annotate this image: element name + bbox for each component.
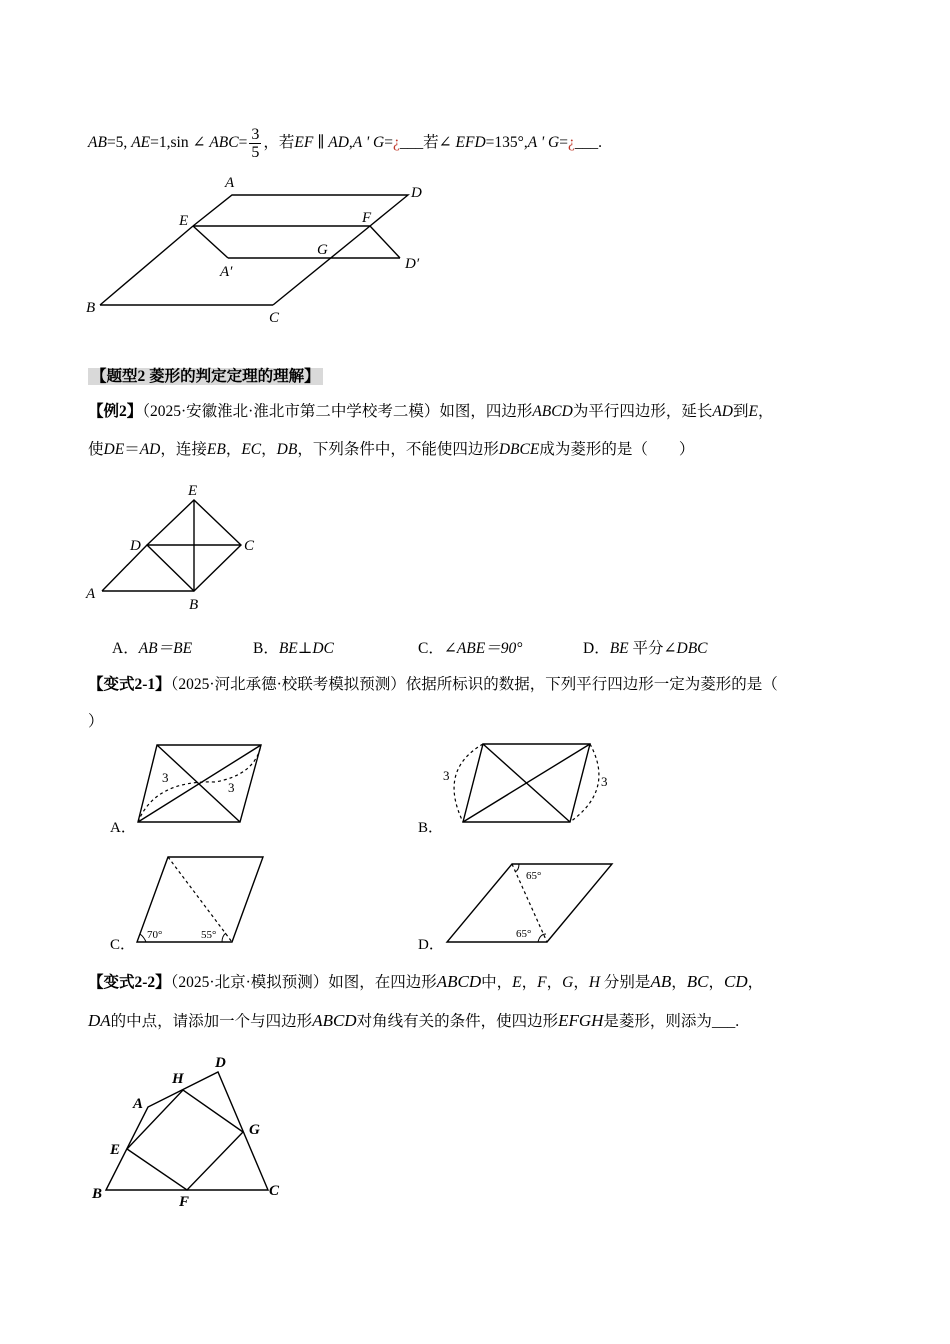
section-heading-line <box>88 366 323 388</box>
example2-c2: ， <box>261 441 277 458</box>
variant22-g: G <box>562 974 574 991</box>
example2-text-c: 使 <box>88 441 104 458</box>
variant22-f: F <box>537 974 547 991</box>
variant22-sep-e: ， <box>521 974 538 991</box>
variant21-figure-b[interactable] <box>438 740 618 828</box>
example2-option-d[interactable] <box>583 638 708 660</box>
seg-eq5: =5, <box>106 134 128 152</box>
seg-angle: ∠ <box>192 134 206 152</box>
variant21-line2 <box>88 711 104 733</box>
variant22-sep-g: ， <box>573 974 589 991</box>
fig1-label-a-prime: A′ <box>220 264 233 280</box>
problem1-line <box>88 126 602 160</box>
variant21-close: ） <box>88 713 104 730</box>
option-b-letter: B． <box>253 640 279 657</box>
seg-sin: sin <box>170 134 189 152</box>
fig1-label-d: D <box>411 185 422 201</box>
seg-ag2: A ' G <box>527 134 560 152</box>
example2-comma: ， <box>757 403 774 420</box>
fig-a-label-3-left: 3 <box>162 770 169 785</box>
seg-ef: EF <box>294 134 314 152</box>
example2-text-e: ，下列条件中，不能使四边形 <box>297 441 499 458</box>
variant22-sep-f: ， <box>546 974 563 991</box>
variant22-h: H <box>588 974 601 991</box>
seg-ag1: A ' G <box>352 134 385 152</box>
variant22-efgh: EFGH <box>558 1011 604 1030</box>
example2-ad: AD <box>712 403 733 420</box>
example2-db: DB <box>276 441 298 458</box>
example2-tag: 【例2】 <box>88 403 143 420</box>
fig3-label-e: E <box>110 1142 121 1158</box>
variant22-period: . <box>735 1013 740 1030</box>
variant22-sep-cd: ， <box>747 974 764 991</box>
seg-comma-if: ，若 <box>263 134 295 152</box>
seg-eq1: =1, <box>150 134 171 152</box>
example2-abcd: ABCD <box>532 403 573 420</box>
variant22-abcd2: ABCD <box>312 1011 357 1030</box>
figure-rhombus-dbce <box>80 478 270 613</box>
seg-efd: EFD <box>455 134 486 152</box>
fig1-label-b: B <box>86 300 96 316</box>
seg-if2: 若 <box>423 134 439 152</box>
fig-a-label-3-right: 3 <box>228 780 235 795</box>
variant21-option-b-label[interactable]: B． <box>418 820 444 836</box>
option-d-letter: D． <box>583 640 610 657</box>
example2-line2 <box>88 439 694 461</box>
seg-q1: ¿ <box>393 134 400 152</box>
variant22-abcd: ABCD <box>436 972 482 991</box>
example2-ec: EC <box>241 441 262 458</box>
fig2-label-a: A <box>86 586 96 602</box>
example2-line1 <box>88 401 774 423</box>
variant22-line1 <box>88 971 763 994</box>
fig1-label-f: F <box>362 210 372 226</box>
variant22-blank[interactable]: ___ <box>711 1013 736 1030</box>
blank-2[interactable]: ___ <box>574 134 599 152</box>
seg-angle2: ∠ <box>438 134 452 152</box>
variant22-e: E <box>512 974 522 991</box>
variant21-figure-d[interactable] <box>440 858 620 948</box>
variant22-tag: 【变式2-2】 <box>88 974 171 991</box>
fig1-label-a: A <box>225 175 235 191</box>
fig-b-label-3-right: 3 <box>601 774 608 789</box>
variant22-sep-bc: ， <box>708 974 724 991</box>
fig2-label-e: E <box>188 483 198 499</box>
example2-text-b: 为平行四边形，延长 <box>572 403 713 420</box>
fig3-label-a: A <box>133 1096 144 1112</box>
fig-b-label-3-left: 3 <box>443 768 450 783</box>
option-a-letter: A． <box>112 640 139 657</box>
seg-ad: AD <box>328 134 349 152</box>
seg-comma1: , <box>348 134 353 152</box>
variant21-option-a-label[interactable]: A． <box>110 820 136 836</box>
variant22-line2 <box>88 1010 739 1033</box>
fig3-label-c: C <box>269 1183 280 1199</box>
variant21-tag: 【变式2-1】 <box>88 676 171 693</box>
variant22-bc: BC <box>686 972 709 991</box>
fig-c-label-55: 55° <box>201 929 217 941</box>
fig1-label-e: E <box>179 213 189 229</box>
frac-num: 3 <box>251 126 260 143</box>
variant21-line1 <box>88 674 778 696</box>
example2-option-a[interactable] <box>112 638 192 660</box>
fig2-label-b: B <box>189 597 199 613</box>
seg-parallel: ∥ <box>317 134 325 152</box>
fig3-label-b: B <box>92 1186 103 1202</box>
variant22-cd: CD <box>723 972 748 991</box>
option-c-text: ∠ABE＝90° <box>443 640 523 657</box>
variant21-figure-a[interactable] <box>130 740 270 828</box>
seg-period: . <box>598 134 602 152</box>
variant22-text1: （2025·北京·模拟预测）如图，在四边形 <box>170 974 437 991</box>
example2-eb: EB <box>206 441 226 458</box>
seg-abc: ABC <box>209 134 239 152</box>
example2-c1: ， <box>225 441 242 458</box>
variant22-text3: 分别是 <box>603 974 651 991</box>
fig3-label-d: D <box>215 1055 226 1071</box>
variant22-text5: 对角线有关的条件，使四边形 <box>356 1013 559 1030</box>
option-d-text: 平分∠ <box>632 640 677 657</box>
variant22-da: DA <box>88 1011 111 1030</box>
seg-eqsign: = <box>238 134 248 152</box>
fig3-label-f: F <box>179 1194 190 1210</box>
variant21-text: （2025·河北承德·校联考模拟预测）依据所标识的数据，下列平行四边形一定为菱形的是（ <box>170 676 778 693</box>
example2-to: 到 <box>733 403 749 420</box>
blank-1[interactable]: ___ <box>399 134 424 152</box>
example2-text-f: 成为菱形的是（ ） <box>539 441 695 458</box>
variant21-figure-c[interactable] <box>130 852 270 947</box>
example2-e: E <box>748 403 758 420</box>
section-heading: 【题型2 菱形的判定定理的理解】 <box>88 368 323 385</box>
example2-de: DE <box>103 441 125 458</box>
example2-option-b[interactable] <box>253 638 334 660</box>
fig3-label-g: G <box>249 1122 260 1138</box>
example2-text-a: （2025·安徽淮北·淮北市第二中学校考二模）如图，四边形 <box>142 403 533 420</box>
fig1-label-d-prime: D′ <box>405 256 420 272</box>
variant22-sep-ab: ， <box>671 974 687 991</box>
seg-q2: ¿ <box>567 134 575 152</box>
fraction-3-5 <box>249 126 261 161</box>
fig2-label-d: D <box>130 538 141 554</box>
fig1-label-c: C <box>269 310 280 326</box>
variant22-ab: AB <box>650 972 672 991</box>
fig3-label-h: H <box>172 1071 184 1087</box>
fig2-label-c: C <box>244 538 255 554</box>
example2-eqsign: ＝ <box>124 441 140 458</box>
variant21-option-d-label[interactable]: D． <box>418 937 444 953</box>
example2-dbce: DBCE <box>498 441 540 458</box>
option-d-dbc: DBC <box>676 640 708 657</box>
frac-den: 5 <box>251 144 260 161</box>
fig-d-label-65-bottom: 65° <box>516 928 532 940</box>
fig-d-label-65-top: 65° <box>526 870 542 882</box>
seg-eq-q1: = <box>384 134 393 152</box>
seg-ae: AE <box>131 134 151 152</box>
seg-ab: AB <box>88 134 107 152</box>
variant22-text2: 中， <box>481 974 513 991</box>
seg-eq-q2: = <box>559 134 568 152</box>
variant22-text4: 的中点，请添加一个与四边形 <box>110 1013 313 1030</box>
variant22-text6: 是菱形，则添为 <box>603 1013 712 1030</box>
example2-option-c[interactable] <box>418 638 522 660</box>
option-c-letter: C． <box>418 640 444 657</box>
option-a-text: AB＝BE <box>138 640 193 657</box>
figure-quadrilateral-efgh <box>88 1052 298 1212</box>
figure-parallelogram-fold <box>80 170 440 330</box>
fig-c-label-70: 70° <box>147 929 163 941</box>
example2-ad2: AD <box>139 441 161 458</box>
seg-eq135: =135°, <box>485 134 528 152</box>
option-d-be: BE <box>609 640 629 657</box>
option-b-text: BE⊥DC <box>278 640 334 657</box>
fig1-label-g: G <box>317 242 328 258</box>
example2-text-d: ，连接 <box>160 441 207 458</box>
variant21-option-c-label[interactable]: C． <box>110 937 136 953</box>
